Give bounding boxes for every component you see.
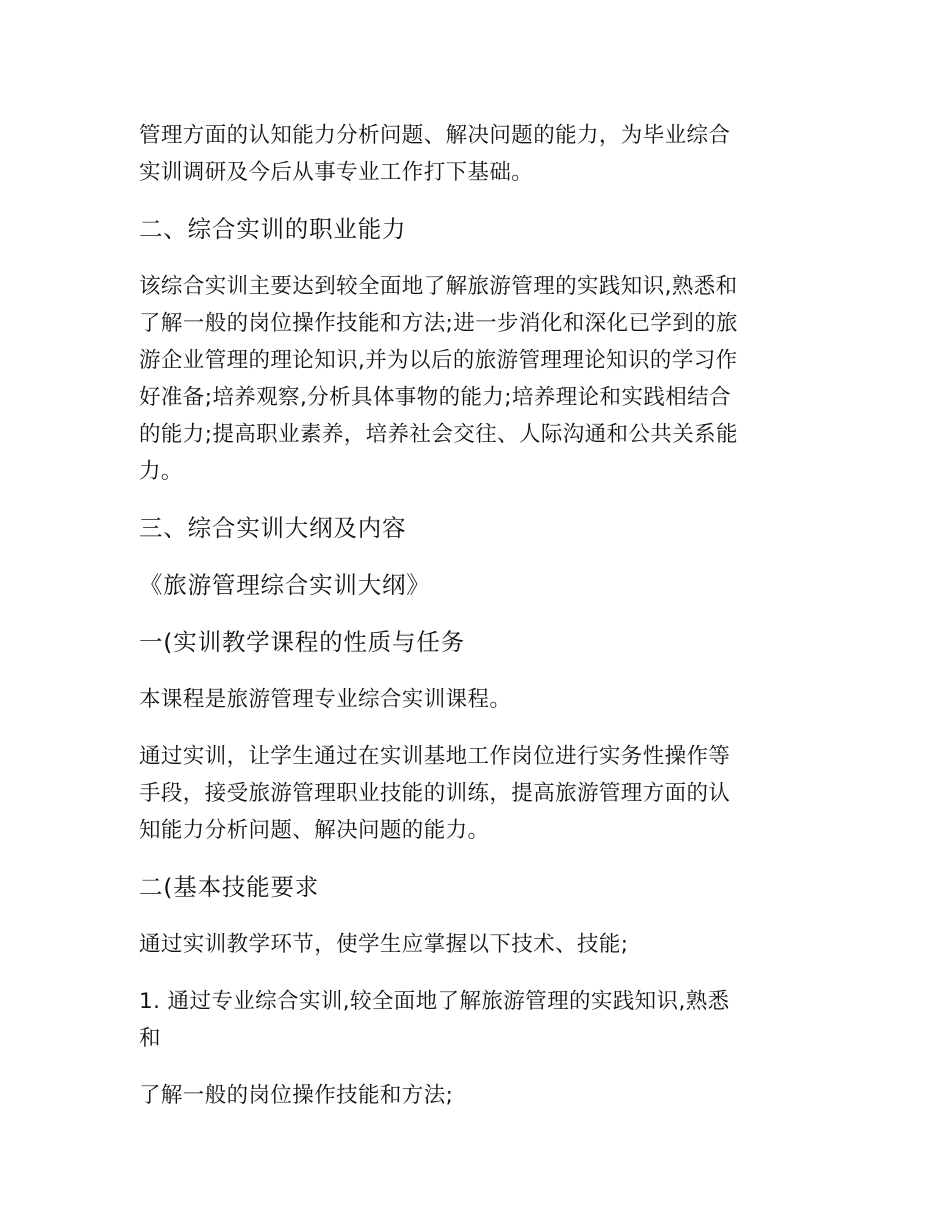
paragraph-line: 的能力;提高职业素养，培养社会交往、人际沟通和公共关系能 <box>139 422 738 447</box>
paragraph-line: 知能力分析问题、解决问题的能力。 <box>139 818 490 843</box>
paragraph-line: 力。 <box>139 459 183 484</box>
paragraph-line: 实训调研及今后从事专业工作打下基础。 <box>139 160 534 185</box>
outline-title: 《旅游管理综合实训大纲》 <box>139 571 431 599</box>
paragraph-line: 游企业管理的理论知识,并为以后的旅游管理理论知识的学习作 <box>139 348 738 373</box>
list-item-line: 和 <box>139 1026 161 1051</box>
section-heading-3: 三、综合实训大纲及内容 <box>139 514 407 542</box>
subsection-heading-2: 二(基本技能要求 <box>139 873 320 901</box>
paragraph-line: 通过实训，让学生通过在实训基地工作岗位进行实务性操作等 <box>139 744 731 769</box>
paragraph-line: 该综合实训主要达到较全面地了解旅游管理的实践知识,熟悉和 <box>139 274 738 299</box>
paragraph-line: 了解一般的岗位操作技能和方法;进一步消化和深化已学到的旅 <box>139 311 738 336</box>
paragraph-line: 通过实训教学环节，使学生应掌握以下技术、技能; <box>139 932 629 957</box>
subsection-heading-1: 一(实训教学课程的性质与任务 <box>139 628 465 656</box>
paragraph-line: 管理方面的认知能力分析问题、解决问题的能力，为毕业综合 <box>139 123 731 148</box>
paragraph-line: 本课程是旅游管理专业综合实训课程。 <box>139 687 512 712</box>
paragraph-line: 好准备;培养观察,分析具体事物的能力;培养理论和实践相结合 <box>139 385 731 410</box>
paragraph-line: 了解一般的岗位操作技能和方法; <box>139 1083 454 1108</box>
paragraph-line: 手段，接受旅游管理职业技能的训练，提高旅游管理方面的认 <box>139 781 731 806</box>
list-item-line: 1. 通过专业综合实训,较全面地了解旅游管理的实践知识,熟悉 <box>139 989 730 1014</box>
document-body <box>139 117 819 1114</box>
section-heading-2: 二、综合实训的职业能力 <box>139 215 407 243</box>
